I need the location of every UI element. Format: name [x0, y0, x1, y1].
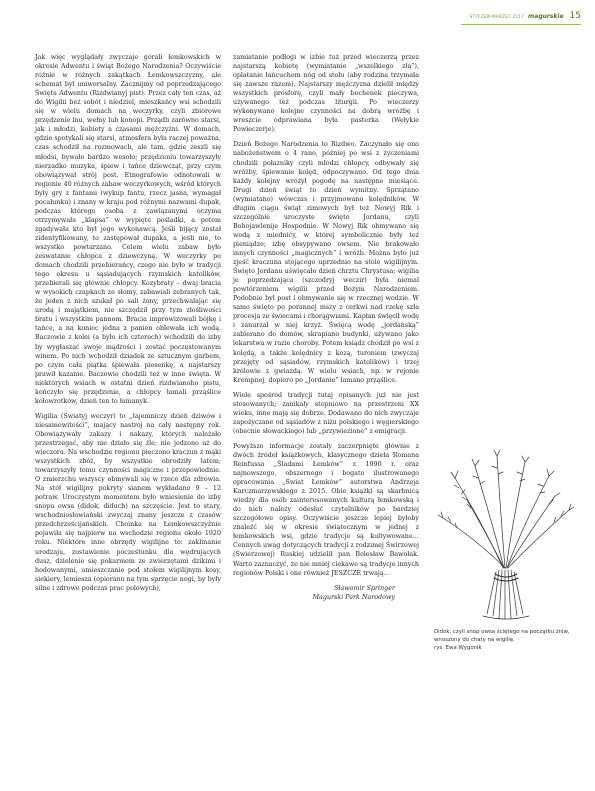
article-column-1: [35, 53, 221, 599]
author-signature: [233, 584, 419, 602]
paragraph: zamiatanie podłogi w izbie tuż przed wieczerzą przez najstarszą kobietę (wymiatanie „wszelkiego zła”), oplatanie łańcuchem nóg od stołu (aby rodzina trzymała się zawsze razem). Najstarszy mężczyzna dzielił między wszystkich prosforę, czyli mały bochenek pieczywa, używanego też podczas liturgii. Po wieczerzy wykonywano kolejne czynności na dobrą wróżbę i wreszcie odprawiana była pasterka (Wełykie Powieczerje).: [233, 54, 419, 134]
paragraph: Wiele spośród tradycji tutaj opisanych już nie jest stosowanych; zanikały stopniowo na przestrzeni XX wieku, inne mają się dobrze. Dodawano do nich zwyczaje zapożyczane od sąsiadów z niżu polskiego i węgierskiego (obecnie słowackiego) lub „przywiezione” z emigracji.: [233, 391, 419, 435]
figure-caption: [434, 628, 580, 652]
paragraph: Dzień Bożego Narodzenia to Rizdwo. Zaczynało się ono nabożeństwem o 4 rano, później po wsi z życzeniami chodzili połazniky czyli młodzi chłopcy, odbywały się wróżby, śpiewanie kolęd, odpoczywano. Od tego dnia każdy kolejny wróżył pogodę na następne miesiące. Drugi dzień świąt to dzień wymitny. Sprzątano (wymiatano) wówczas i przyjmowano kolędników. W długim ciągu świąt zimowych był też Nowyj Rik i szczególnie uroczyste święto Jordanu, czyli Bohojawlenije Hospodnie. W Nowyj Rik obmywano się wodą z miednicy, w której symbolicznie były też pieniądze; izbę obsypywano owsem. Nie brakowało innych czynności „magicznych” i wróżb. Można było już zjeść kraczuna stojącego uprzednio na stole wigilijnym. Święto Jordanu uświęcało dzień chrztu Chrystusa; wigilia je poprzedzająca (szczodryj weczir) była niemal powtórzeniem wigilii przed Bożym Narodzeniem. Podobnie był post i obmywanie się w rzecznej wodzie. W samo święto po porannej mszy z cerkwi nad rzekę szła procesja ze świecami i chorągwiami. Kapłan święcił wodę i zanurzał w niej krzyż. Święcą wodę „jordańską” zabierano do domów, skrapiano budynki, używano jako lekarstwa w razie choroby. Potem ksiądz chodził po wsi z kolędą, a także kolędnicy z kozą, turoniem (zwyczaj przejęty od sąsiadów, rzymskich katolików) i trzej królowie z gwiazdą. W wielu wsiach, np. w rejonie Krempnej, dopiero po „Jordanie” łamano prząślice.: [233, 141, 419, 384]
paragraph: Wigilia (Swiatyj weczyr) to „tajemniczy dzień dziwów i niesamowitości”, mający nastrój na cały następny rok. Obowiązywały zakazy i nakazy, których należało przestrzegać, aby nie działo się źle; nie jedzono aż do wieczora. Na wschodzie regionu pieczono kraczun z mąki wszystkich zbóż, by wszystkie obrodziły latem; towarzyszyły temu czynności magiczne i przepowiednie. O zmierzchu wszyscy obmywali się w rzece dla zdrowia. Na stół wigilijny pokryty sianem wykładano 9 – 12 potraw. Uroczystym momentem było wniesienie do izby snopu owsa (didok, diduch) na szczęście. Jest to stary, wschodniosłowiański zwyczaj znany jeszcze z czasów przedchrześcijańskich. Choinka na Łemkowszczyźnie pojawiła się najpierw na wschodzie regionu około 1920 roku. Niektóre inne obrzędy wigilijne to: zaklinanie urodzaju, zostawienie pocześtunku dla wędrujących dusz, dzielenie się pokarmem ze zwierzętami dzikimi i hodowanymi, umieszczanie pod stołem wigilijnym kosy, siekiery, lemiesza (opierano na tym sprzęcie nogi, by były silne i zdrowe podczas prac polowych),: [35, 412, 221, 592]
author-organization: Magurski Park Narodowy: [312, 593, 395, 601]
issue-date: STYCZEŃ-MARZEC 2017: [469, 13, 525, 19]
header-rule: [461, 24, 581, 25]
paragraph: Jak więc wyglądały zwyczaje górali łemkowskich w okresie Adwentu i świąt Bożego Narodzenia? Oczywiście różnie w różnych zakątkach Łemkowszczyzny, ale schemat był uniwersalny. Zacznijmy od poprzedzającego Święta Adwentu (Rizdwianyj pist). Przez cały ten czas, aż do Wigilii bez sobót i niedziel, mieszkańcy wsi schodzili się w wielu domach na weczyrky, czyli zbiorowe przędzenie lnu, wełny lub konopi. Prządli zarówno starsi, jak i młodzi, kobiety a czasami mężczyźni. W domach, gdzie spotykali się starsi, atmosfera była raczej poważna, czas schodził na rozmowach, ale tam, gdzie zeszli się młodsi, bywało bardzo wesoło; przędzeniu towarzyszyły nierzadko muzyka, śpiew i tańce dziewcząt, przy czym obowiązywał strój post. Etnografowie odnotowali w regionie 40 różnych zabaw weczyrkowych, wśród których były gry z fantami (wykup fantu, rzecz jasna, wymagał pocałunku) i znany w kraju pod różnymi nazwami dupak, podczas którego osoba z zawiązanymi oczyma otrzymywała „klapsa” w wypięte pośladki, a potem zgadywała kto był jego wykonawcą. Jeśli bijący został zidentyfikowany, to zastępował dupaka, a jeśli nie, to wszystko powtarzano. Celem wielu zabaw było zeswatanie chłopca z dziewczyną. W weczyrky po domach chodzili przebierańcy, czego nie było w tradycji tego okresu u sąsiadujących rzymskich katolików, przebierali się głównie chłopcy. Kozybraty – dwaj bracia w wysokich czapkach ze słomy, zabawiali zebranych tak, że jeden z nich szukał po sali żony, przechwalając się urodą i majątkiem, nie szczędził przy tym złośliwości bratu i wszystkim pannom. Bracia improwizowali bójkę i tańce, a na koniec jedna z panien oblewała ich wodą. Baczowie z kolei (a było ich czterech) wchodzili do izby by wygłaszać swoje mądrości i zostać poczęstowanym winem. Po nich wchodził dziadek ze sztucznym garbem, po czym cała piątka śpiewała piosenkę, a najstarszy prawił kazanie. Baczowie chodzili też w inne święta. W niektórych wsiach w ostatni dzień rizdwianoho pistu, kończyło się przędzenie, a chłopcy łamali prząślice kołowrotków, dzień ten to łamanyk.: [35, 54, 221, 405]
page-number: 15: [569, 11, 581, 21]
author-name: Sławomir Springer: [334, 584, 395, 592]
article-column-2: [233, 53, 419, 602]
caption-credit: rys. Ewa Wygonik: [434, 645, 482, 651]
paragraph: Powyższe informacje zostały zaczerpnięte głównie z dwóch źródeł książkowych, klasycznego dzieła Romana Reinfussa „Śladami Łemków” z 1990 r. oraz najnowszego, obszernego i bogato ilustrowanego opracowania „Świat Łemków” autorstwa Andrzeja Karczmarzewskiego z 2015. Obie książki są skarbnicą wiedzy dla osób zainteresowanych kulturą łemkowską i do nich należy odesłać czytelników po bardziej szczegółowe opisy. Oczywiście jeszcze lepiej byłoby znaleźć się w okresie świątecznym w jednej z łemkowskich wsi, gdzie tradycje są kultywowane… Cennych uwag dotyczących tradycji z rodzimej Świrzowej (Świerzowej) Ruskiej udzielił pan Bolesław Bawołak. Warto zaznaczyć, że nie mniej ciekawe są tradycje innych regionów Polski i one również JESZCZE trwają…: [233, 442, 419, 577]
page-header: [470, 9, 581, 23]
magazine-logo: magurskie: [528, 12, 564, 20]
caption-text: Didok, czyli snop owsa ściętego na początku żniw, wnoszony do chaty na wigilię.: [434, 629, 570, 643]
oat-sheaf-illustration: [433, 448, 579, 623]
